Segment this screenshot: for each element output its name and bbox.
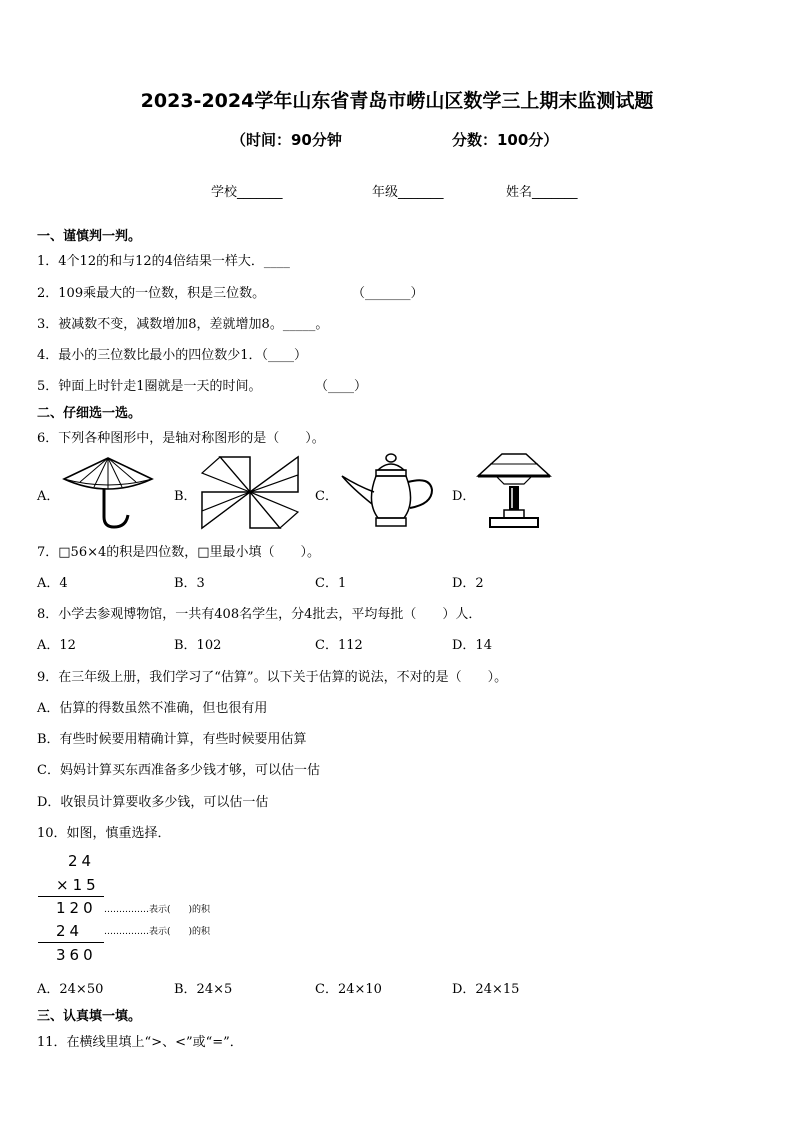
exam-score: 分数：100分）: [452, 131, 559, 149]
q9-option-a: A．估算的得数虽然不准确，但也很有用: [37, 701, 268, 716]
question-2: 2．109乘最大的一位数，积是三位数。: [37, 286, 266, 301]
q9-option-b: B．有些时候要用精确计算，有些时候要用估算: [37, 732, 307, 747]
q7-option-b: B．3: [174, 576, 205, 591]
question-5-blank: （____）: [315, 379, 368, 394]
q9-option-c: C．妈妈计算买东西准备多少钱才够，可以估一估: [37, 763, 320, 778]
question-1: 1．4个12的和与12的4倍结果一样大．____: [37, 254, 290, 269]
calc-row-4: 24: [56, 922, 84, 940]
lamp-icon: [474, 452, 554, 530]
question-4: 4．最小的三位数比最小的四位数少1．（____）: [37, 348, 308, 363]
q6-option-c: C．: [315, 489, 338, 504]
school-field: 学校_______: [211, 185, 283, 200]
exam-time: （时间：90分钟: [231, 131, 342, 149]
calc-row-2: ×15: [56, 876, 100, 894]
question-10: 10．如图，慎重选择．: [37, 826, 171, 841]
umbrella-icon: [60, 455, 156, 530]
q8-option-c: C．112: [315, 638, 363, 653]
section-heading-3: 三、认真填一填。: [37, 1009, 142, 1024]
q10-option-c: C．24×10: [315, 982, 382, 997]
q10-option-b: B．24×5: [174, 982, 233, 997]
question-6: 6．下列各种图形中，是轴对称图形的是（ ）。: [37, 431, 325, 446]
q7-option-c: C．1: [315, 576, 347, 591]
q8-option-a: A．12: [37, 638, 76, 653]
question-9: 9．在三年级上册，我们学习了“估算”。以下关于估算的说法，不对的是（ ）。: [37, 670, 508, 685]
pinwheel-icon: [200, 455, 300, 530]
question-8: 8．小学去参观博物馆，一共有408名学生，分4批去，平均每批（ ）人．: [37, 607, 482, 622]
calc-note-2: ……………表示( )的积: [104, 927, 211, 937]
q7-option-a: A．4: [37, 576, 68, 591]
q6-option-a: A．: [37, 489, 60, 504]
calc-row-1: 24: [68, 852, 96, 870]
q9-option-d: D．收银员计算要收多少钱，可以估一估: [37, 795, 269, 810]
grade-field: 年级_______: [372, 185, 444, 200]
q8-option-d: D．14: [452, 638, 492, 653]
page-title: 2023-2024学年山东省青岛市崂山区数学三上期末监测试题: [140, 90, 654, 112]
q10-option-a: A．24×50: [37, 982, 104, 997]
calc-row-5: 360: [56, 946, 97, 964]
question-7: 7．□56×4的积是四位数，□里最小填（ ）。: [37, 545, 321, 560]
section-heading-1: 一、谨慎判一判。: [37, 229, 142, 244]
section-heading-2: 二、仔细选一选。: [37, 406, 142, 421]
q7-option-d: D．2: [452, 576, 484, 591]
name-field: 姓名_______: [506, 185, 578, 200]
q6-option-b: B．: [174, 489, 197, 504]
q6-option-d: D．: [452, 489, 476, 504]
teapot-icon: [338, 452, 438, 530]
calc-row-3: 120: [56, 899, 97, 917]
calc-rule-2: [38, 942, 104, 943]
q10-option-d: D．24×15: [452, 982, 520, 997]
question-3: 3．被减数不变，减数增加8，差就增加8。_____。: [37, 317, 329, 332]
q8-option-b: B．102: [174, 638, 222, 653]
question-2-blank: （_______）: [352, 286, 424, 301]
question-11: 11．在横线里填上“>、<”或“=”．: [37, 1035, 243, 1050]
calc-note-1: ……………表示( )的积: [104, 905, 211, 915]
calc-rule-1: [38, 896, 104, 897]
question-5: 5．钟面上时针走1圈就是一天的时间。: [37, 379, 262, 394]
